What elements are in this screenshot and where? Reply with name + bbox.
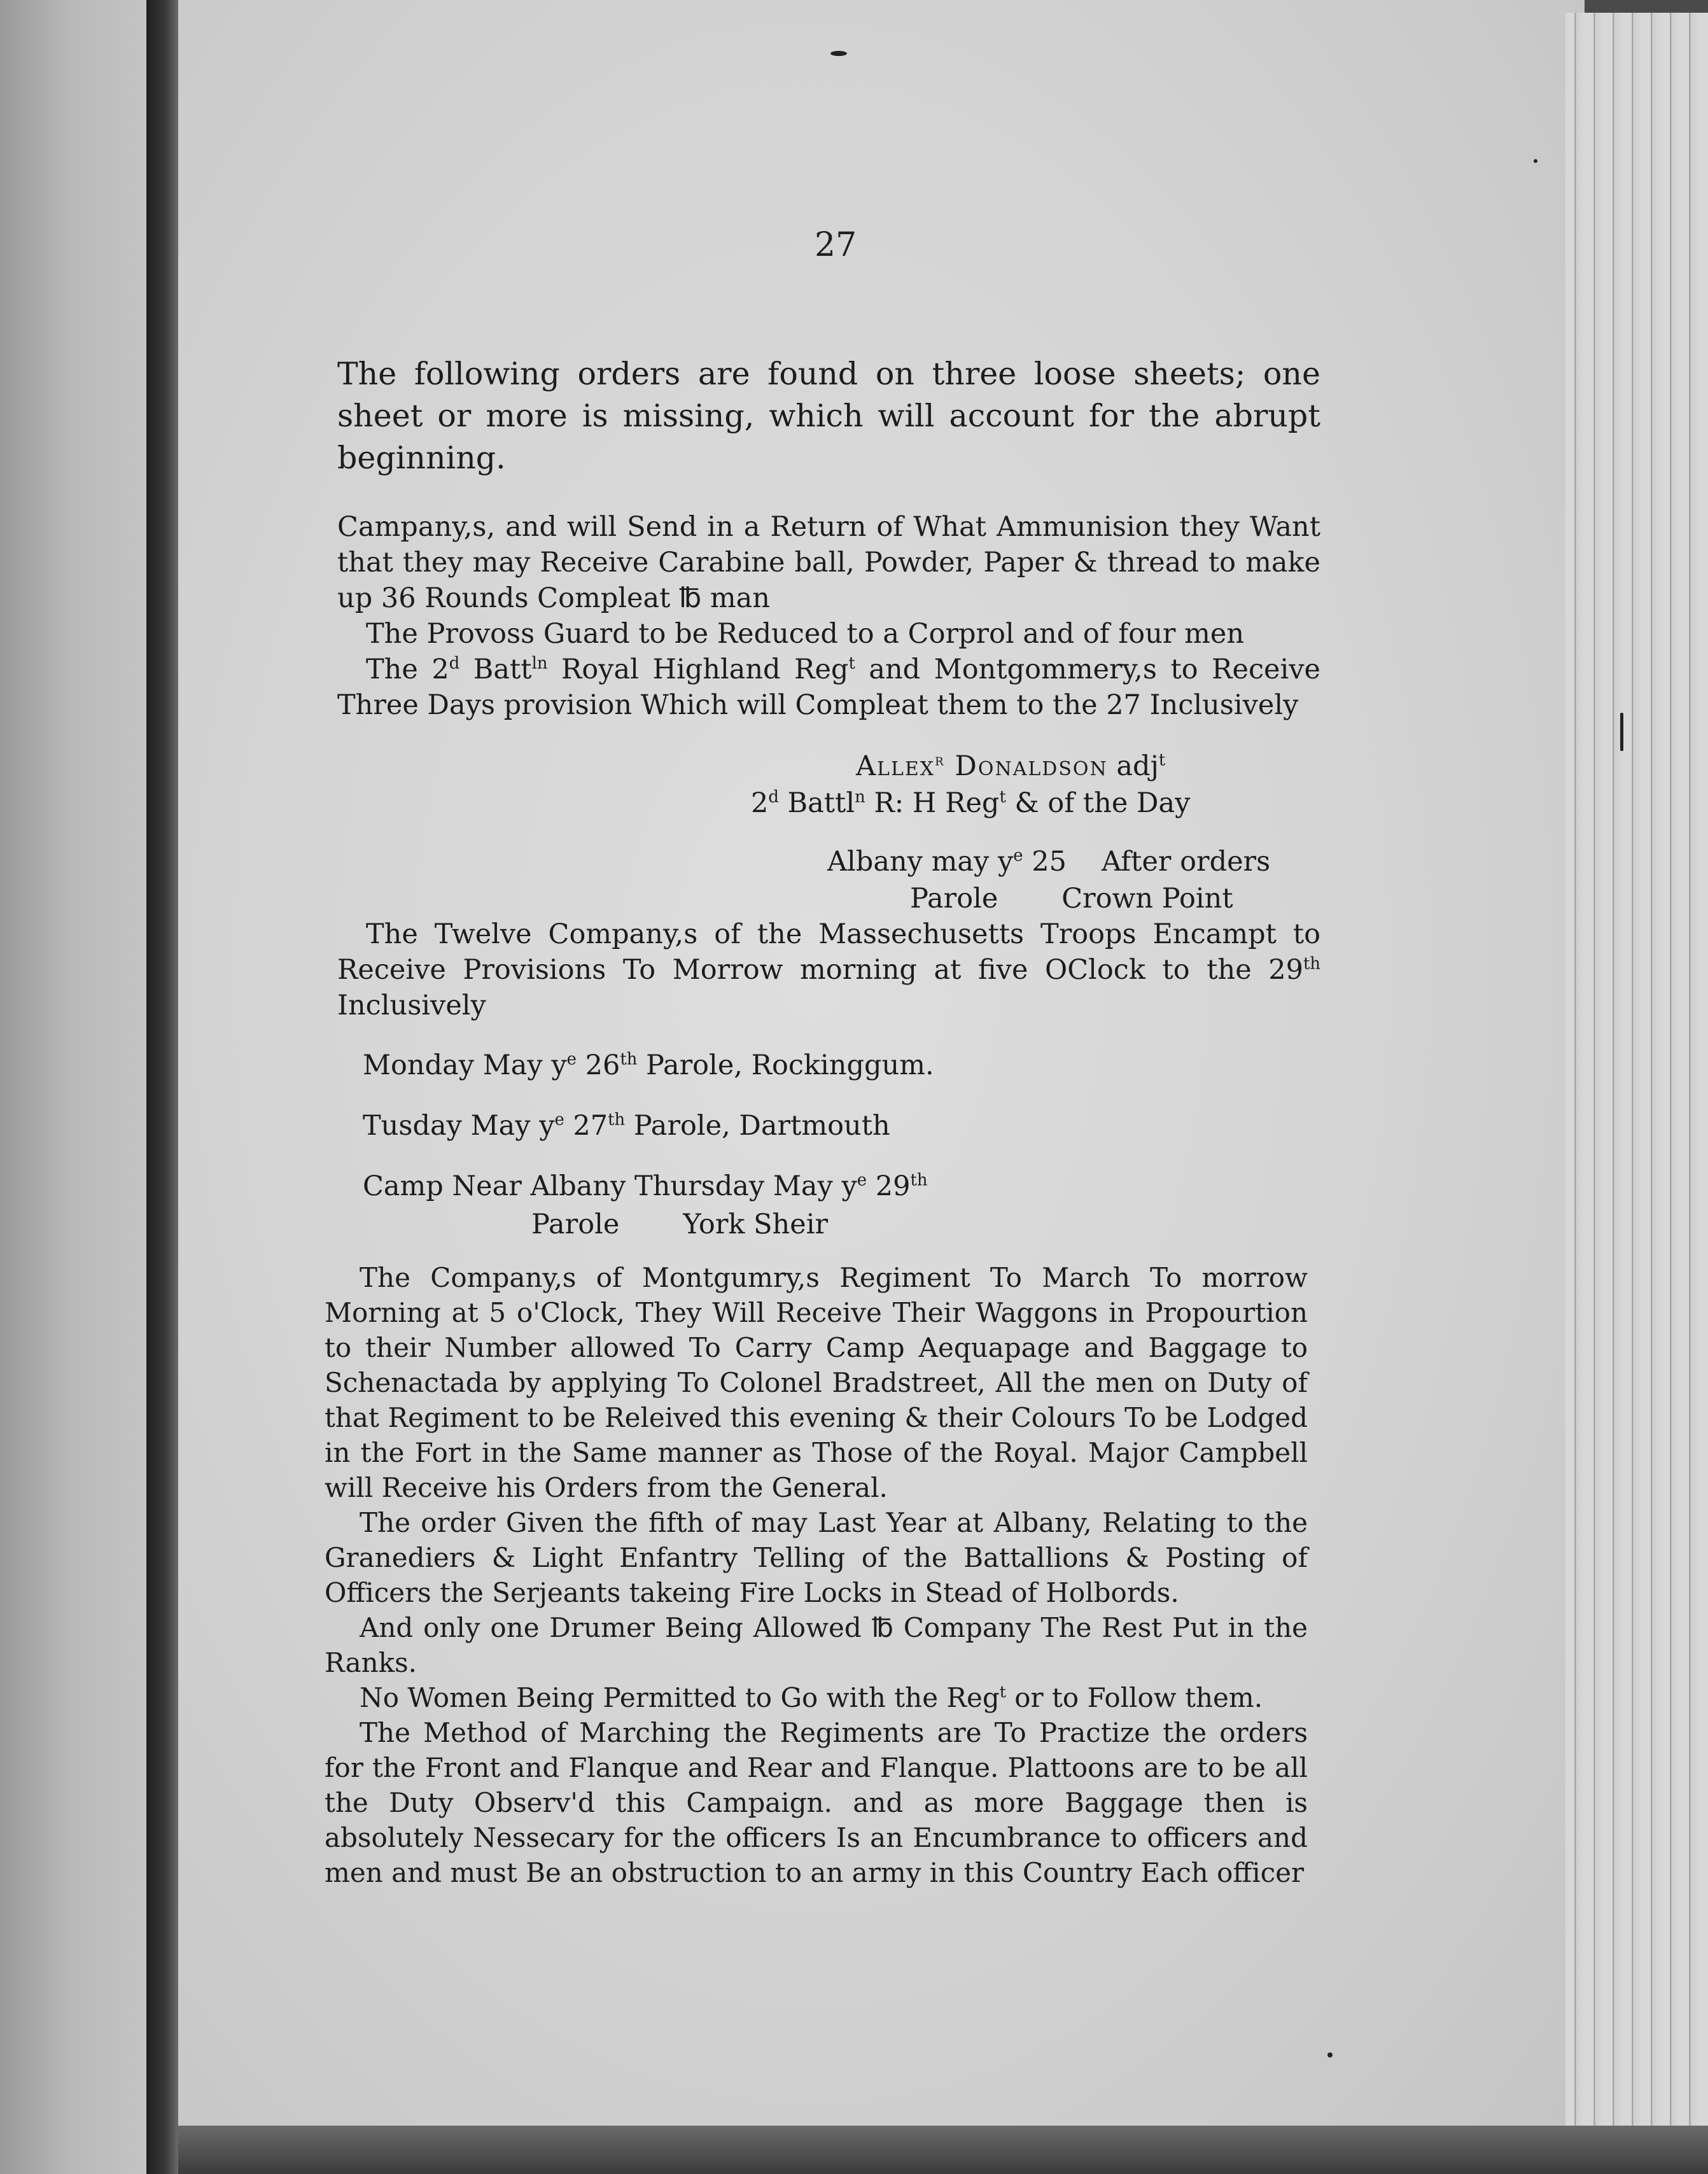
- parole-line: Parole Crown Point: [910, 883, 1233, 915]
- bottom-shadow: [178, 2126, 1708, 2174]
- paragraph: The Provoss Guard to be Reduced to a Corprol and of four men: [366, 618, 1245, 650]
- paragraph: And only one Drumer Being Allowed ℔ Company The Rest Put in the Ranks.: [325, 1612, 1308, 1678]
- ink-speck: [1620, 713, 1623, 751]
- date-entry-monday: Monday May $y^e$ 26th Parole, Rockinggum.: [363, 1049, 934, 1081]
- paragraph: The Method of Marching the Regiments are To Practize the orders for the Front and Flanque and Rear and Flanque. Plattoons are to be all the Duty Observ'd this Campaign. and as more Baggage then is absolutely Nessecary for the officers Is an Encumbrance to officers and men and must Be an obstruction to an army in this Country Each officer: [325, 1717, 1308, 1888]
- signature-title: 2$^d$ Battl$^n$ R: H Reg$^t$ & of the Day: [751, 787, 1191, 819]
- orders-block-1: [337, 509, 1320, 723]
- ink-speck: [1534, 159, 1537, 163]
- paragraph: The Company,s of Montgumry,s Regiment To March To morrow Morning at 5 o'Clock, They Will Receive Their Waggons in Propourtion to their Number allowed To Carry Camp Aequapage and Baggage to Schenactada by applying To Colonel Bradstreet, All the men on Duty of that Regiment to be Releived this evening & their Colours To be Lodged in the Fort in the Same manner as Those of the Royal. Major Campbell will Receive his Orders from the General.: [325, 1262, 1308, 1503]
- book-gutter: [146, 0, 178, 2174]
- orders-block-2: [325, 1260, 1308, 1890]
- after-orders-line: Albany may $y^e$ 25 After orders: [827, 846, 1271, 878]
- paragraph: The Twelve Company,s of the Massechusetts Troops Encampt to Receive Provisions To Morrow morning at five OClock to the 29th Inclusively: [337, 918, 1320, 1021]
- paragraph: The 2$^d$ Batt$^{ln}$ Royal Highland Reg$^t$ and Montgommery,s to Receive Three Days provision Which will Compleat them to the 27 Inclusively: [337, 654, 1320, 721]
- editorial-note: The following orders are found on three loose sheets; one sheet or more is missing, which will account for the abrupt beginning.: [337, 356, 1320, 476]
- after-orders-heading: [827, 843, 1270, 917]
- troops-order: [337, 916, 1320, 1023]
- date-entry-thursday: Camp Near Albany Thursday May $y^e$ 29th: [363, 1170, 928, 1202]
- ink-speck: [1327, 2052, 1333, 2058]
- signature-name: Allex$^r$ Donaldson adj$^t$: [856, 750, 1166, 782]
- paragraph: Campany,s, and will Send in a Return of What Ammunision they Want that they may Receive Carabine ball, Powder, Paper & thread to make up 36 Rounds Compleat ℔ man: [337, 511, 1320, 614]
- paragraph: The order Given the fifth of may Last Year at Albany, Relating to the Granediers & Light Enfantry Telling of the Battallions & Posting of Officers the Serjeants takeing Fire Locks in Stead of Holbords.: [325, 1507, 1308, 1608]
- parole-line: Parole York Sheir: [531, 1209, 829, 1240]
- page-number: 27: [815, 226, 857, 264]
- facing-page: [0, 0, 146, 2174]
- date-entry-tuesday: Tusday May $y^e$ 27th Parole, Dartmouth: [363, 1110, 890, 1142]
- ink-speck: [830, 51, 847, 56]
- paragraph: No Women Being Permitted to Go with the Reg$^t$ or to Follow them.: [360, 1682, 1263, 1713]
- page-edges: [1565, 13, 1708, 2126]
